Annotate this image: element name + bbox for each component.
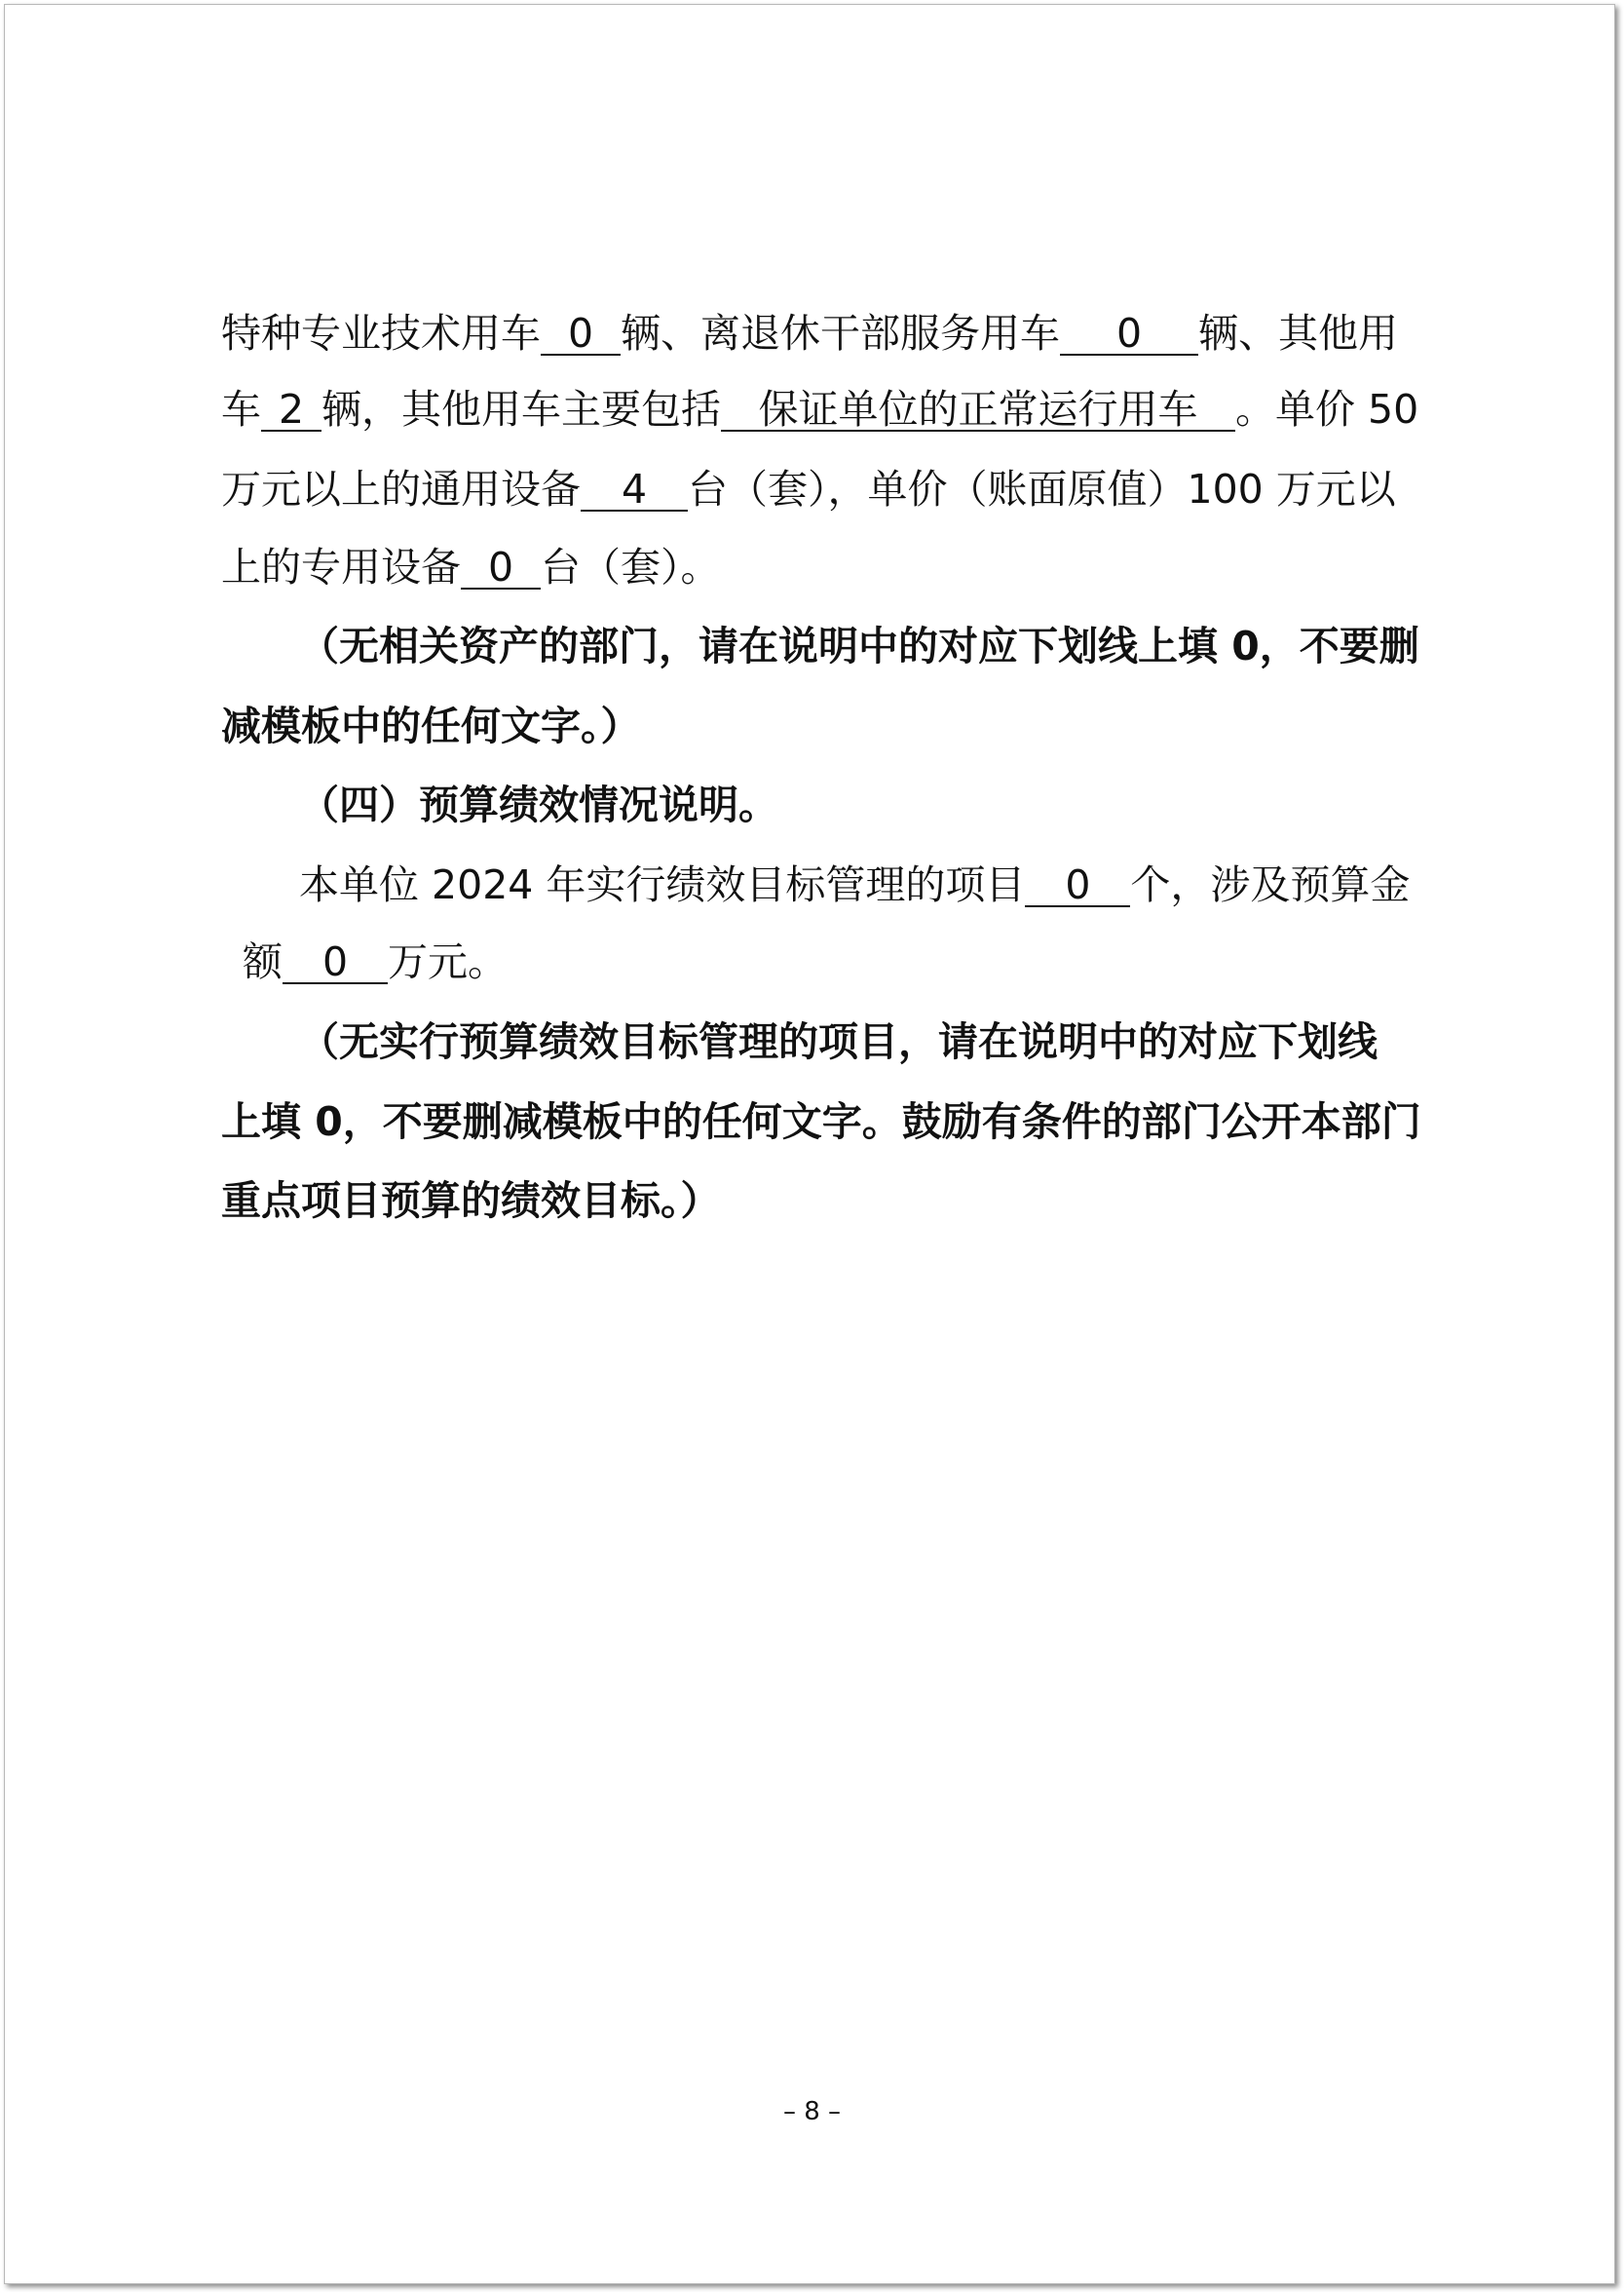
performance-line-1 <box>299 861 1410 908</box>
special-tech-vehicle-count: 0 <box>541 313 621 356</box>
text: 车 <box>221 386 261 433</box>
text: 辆、离退休干部服务用车 <box>621 310 1060 357</box>
performance-project-count: 0 <box>1025 864 1130 907</box>
note-2-line-3: 重点项目预算的绩效目标。） <box>221 1177 721 1224</box>
vehicle-line-2 <box>221 386 1418 433</box>
vehicle-line-1 <box>221 310 1398 357</box>
text: 辆，其他用车主要包括 <box>321 386 721 433</box>
other-vehicle-count: 2 <box>261 389 321 432</box>
text: 额 <box>243 938 283 985</box>
text: 万元以上的通用设备 <box>221 466 581 513</box>
equipment-line-2 <box>221 544 721 591</box>
text: 个，涉及预算金 <box>1130 861 1411 908</box>
text: 万元。 <box>388 938 508 985</box>
note-1-line-1: （无相关资产的部门，请在说明中的对应下划线上填 0，不要删 <box>299 623 1419 669</box>
retired-service-vehicle-count: 0 <box>1060 313 1198 356</box>
other-vehicle-purpose: 保证单位的正常运行用车 <box>721 389 1235 432</box>
page-number: – 8 – <box>782 2097 842 2126</box>
text: 台（套），单价（账面原值）100 万元以 <box>688 466 1396 513</box>
text: 本单位 2024 年实行绩效目标管理的项目 <box>299 861 1026 908</box>
equipment-line-1 <box>221 466 1396 513</box>
special-equipment-count: 0 <box>461 547 541 590</box>
performance-budget-amount: 0 <box>283 941 388 984</box>
text: 特种专业技术用车 <box>221 310 541 357</box>
section-4-heading: （四）预算绩效情况说明。 <box>299 782 778 828</box>
text: 上的专用设备 <box>221 544 461 591</box>
performance-line-2 <box>243 938 508 985</box>
note-2-line-2: 上填 0，不要删减模板中的任何文字。鼓励有条件的部门公开本部门 <box>221 1098 1421 1145</box>
text: 台（套）。 <box>541 544 721 591</box>
general-equipment-count: 4 <box>581 469 688 512</box>
note-2-line-1: （无实行预算绩效目标管理的项目，请在说明中的对应下划线 <box>299 1018 1378 1065</box>
text: 辆、其他用 <box>1198 310 1398 357</box>
note-1-line-2: 减模板中的任何文字。） <box>221 703 641 749</box>
text: 。单价 50 <box>1235 386 1419 433</box>
